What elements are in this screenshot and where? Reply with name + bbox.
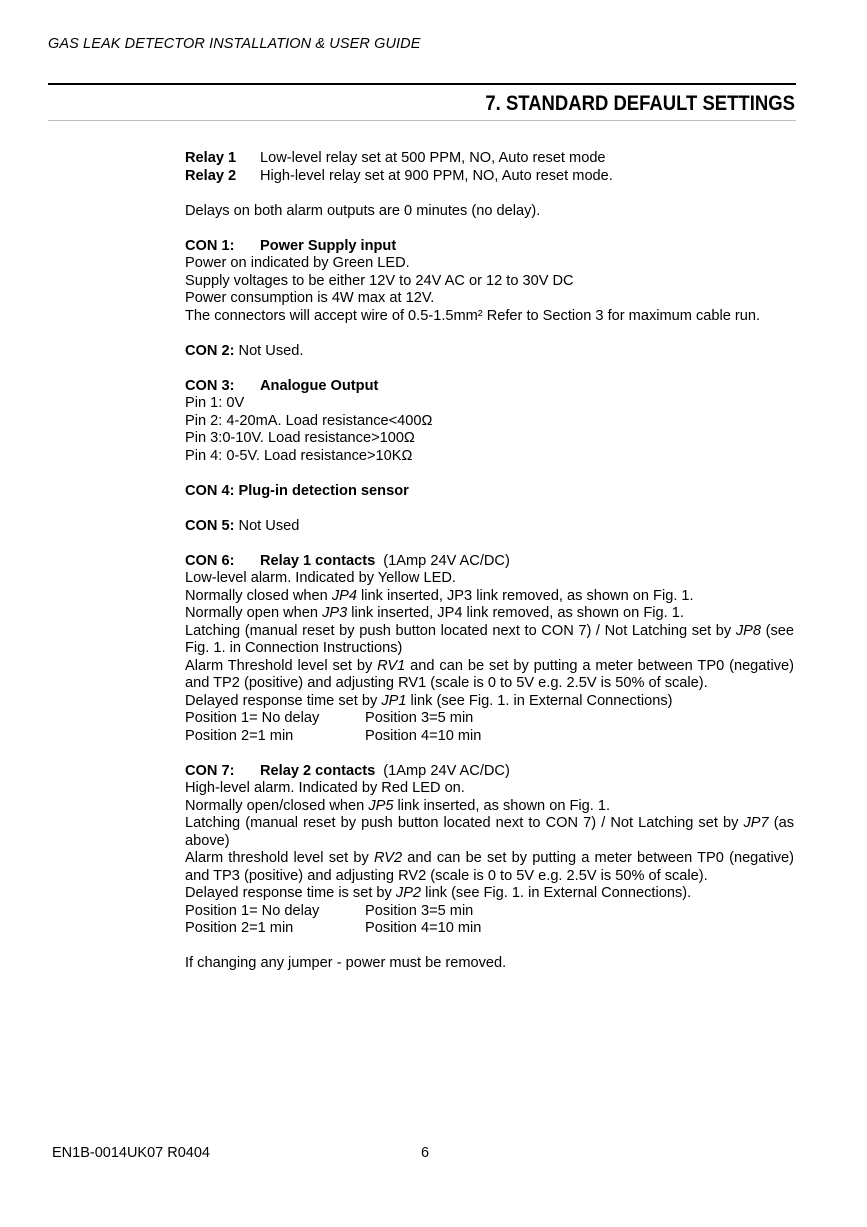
- con7-positions-row-1: Position 1= No delay Position 3=5 min: [185, 902, 474, 919]
- con3-label: CON 3:: [185, 377, 235, 394]
- con5-text: Not Used: [234, 517, 300, 534]
- document-header: GAS LEAK DETECTOR INSTALLATION & USER GUIDE: [48, 36, 421, 52]
- relay-2-line: [185, 168, 794, 186]
- con1-line-4: The connectors will accept wire of 0.5-1.5mm² Refer to Section 3 for maximum cable run.: [185, 307, 761, 324]
- delays-text: Delays on both alarm outputs are 0 minutes (no delay).: [185, 202, 541, 219]
- relay-1-text: Low-level relay set at 500 PPM, NO, Auto reset mode: [260, 150, 606, 166]
- relay-1-label: Relay 1: [185, 150, 237, 166]
- con1-line-2: Supply voltages to be either 12V to 24V AC or 12 to 30V DC: [185, 272, 574, 289]
- con1-label: CON 1:: [185, 237, 235, 254]
- title-underline: [48, 120, 796, 121]
- con7-positions-row-2: Position 2=1 min Position 4=10 min: [185, 920, 482, 936]
- con6-label: CON 6:: [185, 552, 235, 569]
- section-title: 7. STANDARD DEFAULT SETTINGS: [485, 91, 795, 115]
- con3-pin-4: Pin 4: 0-5V. Load resistance>10KΩ: [185, 447, 413, 464]
- con7-line-2: Normally open/closed when JP5 link inserted, as shown on Fig. 1.: [185, 797, 611, 814]
- con7-label: CON 7:: [185, 762, 235, 779]
- relay-2-text: High-level relay set at 900 PPM, NO, Auto reset mode.: [260, 167, 613, 184]
- con7-title: Relay 2 contacts: [260, 762, 376, 779]
- con3-title: Analogue Output: [260, 377, 379, 394]
- con6-line-6: Delayed response time set by JP1 link (see Fig. 1. in External Connections): [185, 692, 673, 709]
- con7-line-1: High-level alarm. Indicated by Red LED on.: [185, 780, 465, 796]
- con3-heading: [185, 378, 794, 396]
- con2-text: Not Used.: [234, 342, 304, 359]
- con6-line-3: Normally open when JP3 link inserted, JP4 link removed, as shown on Fig. 1.: [185, 605, 684, 621]
- con6-positions-row-2: Position 2=1 min Position 4=10 min: [185, 727, 482, 744]
- con7-line-3: Latching (manual reset by push button located next to CON 7) / Not Latching set by JP7 (as above): [185, 815, 794, 849]
- con1-title: Power Supply input: [260, 237, 397, 254]
- con7-line-5: Delayed response time is set by JP2 link (see Fig. 1. in External Connections).: [185, 885, 692, 901]
- con6-line-5: Alarm Threshold level set by RV1 and can be set by putting a meter between TP0 (negative) and TP2 (positive) and adjusting RV1 (scale is 0 to 5V e.g. 2.5V is 50% of scale).: [185, 657, 794, 691]
- con3-pin-3: Pin 3:0-10V. Load resistance>100Ω: [185, 430, 415, 446]
- con2-label: CON 2:: [185, 342, 235, 359]
- con7-line-4: Alarm threshold level set by RV2 and can be set by putting a meter between TP0 (negative) and TP3 (positive) and adjusting RV2 (scale is 0 to 5V e.g. 2.5V is 50% of scale).: [185, 850, 794, 884]
- con3-pin-2: Pin 2: 4-20mA. Load resistance<400Ω: [185, 412, 433, 429]
- con4-line: [185, 483, 794, 501]
- jumper-note: If changing any jumper - power must be removed.: [185, 955, 507, 971]
- con7-spec: (1Amp 24V AC/DC): [383, 762, 510, 779]
- con6-line-4: Latching (manual reset by push button located next to CON 7) / Not Latching set by JP8 (see Fig. 1. in Connection Instructions): [185, 622, 794, 656]
- con4-text: CON 4: Plug-in detection sensor: [185, 482, 409, 499]
- con7-heading: [185, 763, 794, 781]
- con6-line-1: Low-level alarm. Indicated by Yellow LED.: [185, 570, 456, 586]
- con1-heading: [185, 238, 794, 256]
- header-rule: [48, 83, 796, 85]
- con5-label: CON 5:: [185, 517, 235, 534]
- page-number: 6: [421, 1145, 430, 1161]
- con6-positions-row-1: Position 1= No delay Position 3=5 min: [185, 710, 474, 726]
- con2-line: [185, 343, 794, 361]
- document-body: [185, 150, 794, 973]
- con6-title: Relay 1 contacts: [260, 552, 376, 569]
- con5-line: [185, 518, 794, 536]
- con1-line-3: Power consumption is 4W max at 12V.: [185, 290, 435, 306]
- relay-2-label: Relay 2: [185, 167, 237, 184]
- con6-line-2: Normally closed when JP4 link inserted, JP3 link removed, as shown on Fig. 1.: [185, 587, 694, 604]
- con6-heading: [185, 553, 794, 571]
- con3-pin-1: Pin 1: 0V: [185, 395, 245, 411]
- con6-spec: (1Amp 24V AC/DC): [383, 552, 510, 569]
- document-code: EN1B-0014UK07 R0404: [52, 1145, 210, 1161]
- relay-1-line: [185, 150, 794, 168]
- con1-line-1: Power on indicated by Green LED.: [185, 255, 410, 271]
